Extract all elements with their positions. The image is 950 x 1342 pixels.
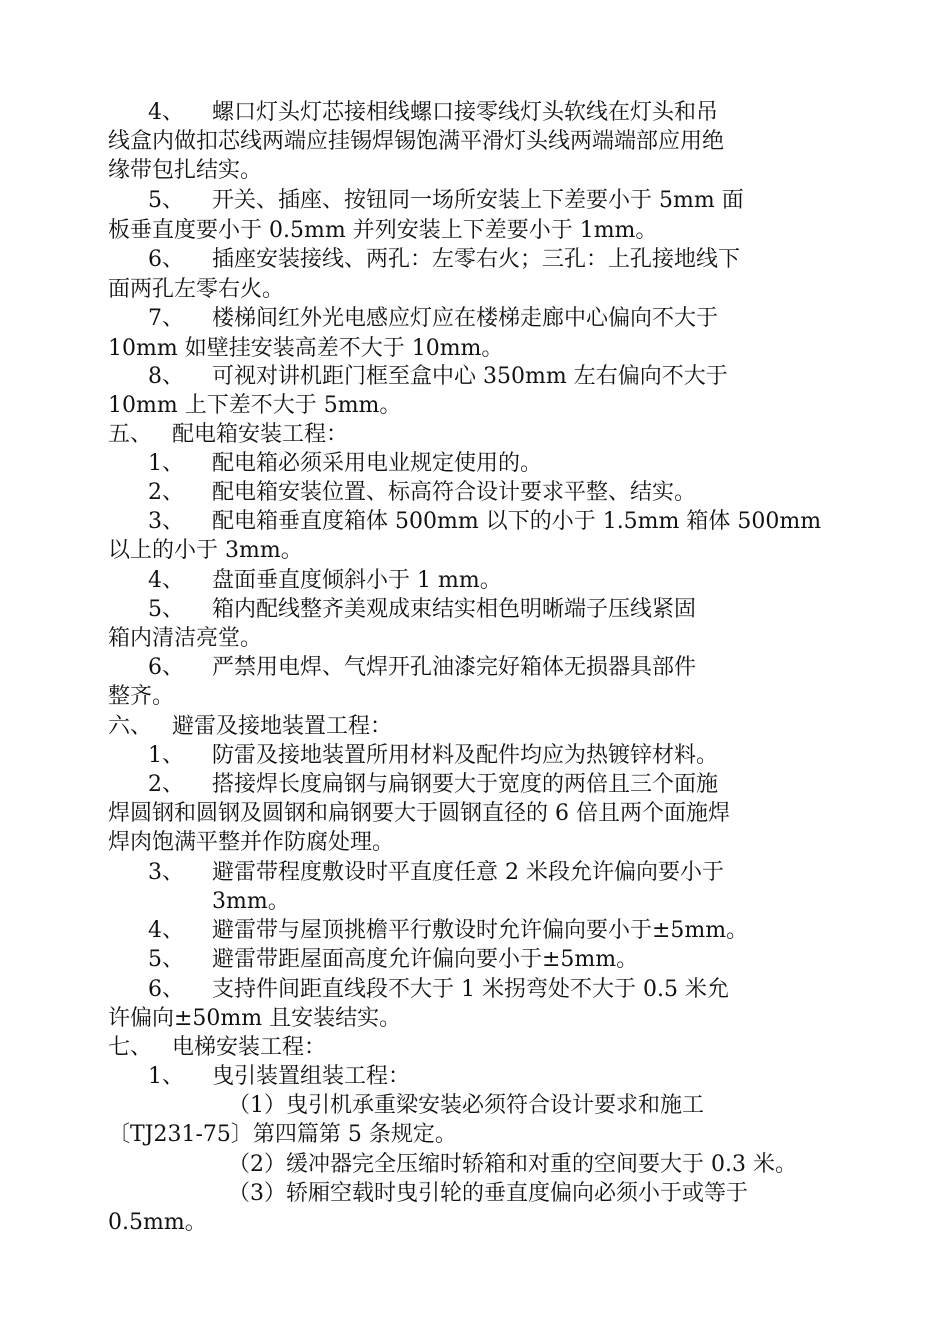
line-text: 配电箱必须采用电业规定使用的。 <box>212 451 543 476</box>
line-text: 箱内配线整齐美观成束结实相色明晰端子压线紧固 <box>212 597 697 622</box>
line-text: 整齐。 <box>108 684 175 709</box>
item-number: 5、 <box>148 188 184 213</box>
line-text: 10mm 如壁挂安装高差不大于 10mm。 <box>108 336 504 361</box>
line-text: 配电箱安装位置、标高符合设计要求平整、结实。 <box>212 480 697 505</box>
line-text: 避雷带距屋面高度允许偏向要小于±5mm。 <box>212 947 639 972</box>
line-text: 盘面垂直度倾斜小于 1 mm。 <box>212 568 502 593</box>
item-number: 3、 <box>148 509 184 534</box>
item-number: 七、 <box>108 1035 153 1060</box>
line-text: 搭接焊长度扁钢与扁钢要大于宽度的两倍且三个面施 <box>212 772 719 797</box>
line-text: （1）曳引机承重梁安装必须符合设计要求和施工 <box>228 1093 704 1118</box>
line-text: 配电箱安装工程： <box>172 422 349 447</box>
line-text: 楼梯间红外光电感应灯应在楼梯走廊中心偏向不大于 <box>212 306 719 331</box>
item-number: 5、 <box>148 947 184 972</box>
line-text: 焊圆钢和圆钢及圆钢和扁钢要大于圆钢直径的 6 倍且两个面施焊 <box>108 801 730 826</box>
item-number: 6、 <box>148 655 184 680</box>
line-text: 开关、插座、按钮同一场所安装上下差要小于 5mm 面 <box>212 188 744 213</box>
line-text: 避雷带程度敷设时平直度任意 2 米段允许偏向要小于 <box>212 860 724 885</box>
line-text: 插座安装接线、两孔：左零右火；三孔：上孔接地线下 <box>212 247 741 272</box>
line-text: 箱内清洁亮堂。 <box>108 626 263 651</box>
item-number: 4、 <box>148 918 184 943</box>
line-text: 以上的小于 3mm。 <box>108 538 303 563</box>
item-number: 4、 <box>148 568 184 593</box>
line-text: 板垂直度要小于 0.5mm 并列安装上下差要小于 1mm。 <box>108 218 658 243</box>
line-text: 〔TJ231-75〕第四篇第 5 条规定。 <box>108 1122 457 1147</box>
item-number: 1、 <box>148 451 184 476</box>
line-text: 避雷及接地装置工程： <box>172 714 393 739</box>
line-text: （3）轿厢空载时曳引轮的垂直度偏向必须小于或等于 <box>228 1181 748 1206</box>
item-number: 8、 <box>148 364 184 389</box>
line-text: 线盒内做扣芯线两端应挂锡焊锡饱满平滑灯头线两端端部应用绝 <box>108 129 725 154</box>
item-number: 3、 <box>148 860 184 885</box>
line-text: 避雷带与屋顶挑檐平行敷设时允许偏向要小于±5mm。 <box>212 918 749 943</box>
item-number: 2、 <box>148 772 184 797</box>
line-text: 许偏向±50mm 且安装结实。 <box>108 1006 402 1031</box>
item-number: 1、 <box>148 1064 184 1089</box>
item-number: 六、 <box>108 714 153 739</box>
item-number: 6、 <box>148 977 184 1002</box>
item-number: 4、 <box>148 100 184 125</box>
line-text: 面两孔左零右火。 <box>108 277 285 302</box>
line-text: 支持件间距直线段不大于 1 米拐弯处不大于 0.5 米允 <box>212 977 729 1002</box>
line-text: 可视对讲机距门框至盒中心 350mm 左右偏向不大于 <box>212 364 728 389</box>
line-text: 螺口灯头灯芯接相线螺口接零线灯头软线在灯头和吊 <box>212 100 719 125</box>
line-text: 10mm 上下差不大于 5mm。 <box>108 393 402 418</box>
line-text: 配电箱垂直度箱体 500mm 以下的小于 1.5mm 箱体 500mm <box>212 509 822 534</box>
line-text: 缘带包扎结实。 <box>108 158 263 183</box>
line-text: （2）缓冲器完全压缩时轿箱和对重的空间要大于 0.3 米。 <box>228 1152 797 1177</box>
line-text: 严禁用电焊、气焊开孔油漆完好箱体无损器具部件 <box>212 655 697 680</box>
item-number: 2、 <box>148 480 184 505</box>
line-text: 曳引装置组装工程： <box>212 1064 411 1089</box>
item-number: 7、 <box>148 306 184 331</box>
line-text: 防雷及接地装置所用材料及配件均应为热镀锌材料。 <box>212 743 719 768</box>
line-text: 电梯安装工程： <box>172 1035 327 1060</box>
line-text: 焊肉饱满平整并作防腐处理。 <box>108 830 395 855</box>
line-text: 3mm。 <box>212 889 290 914</box>
item-number: 6、 <box>148 247 184 272</box>
line-text: 0.5mm。 <box>108 1210 207 1235</box>
item-number: 五、 <box>108 422 153 447</box>
item-number: 5、 <box>148 597 184 622</box>
item-number: 1、 <box>148 743 184 768</box>
